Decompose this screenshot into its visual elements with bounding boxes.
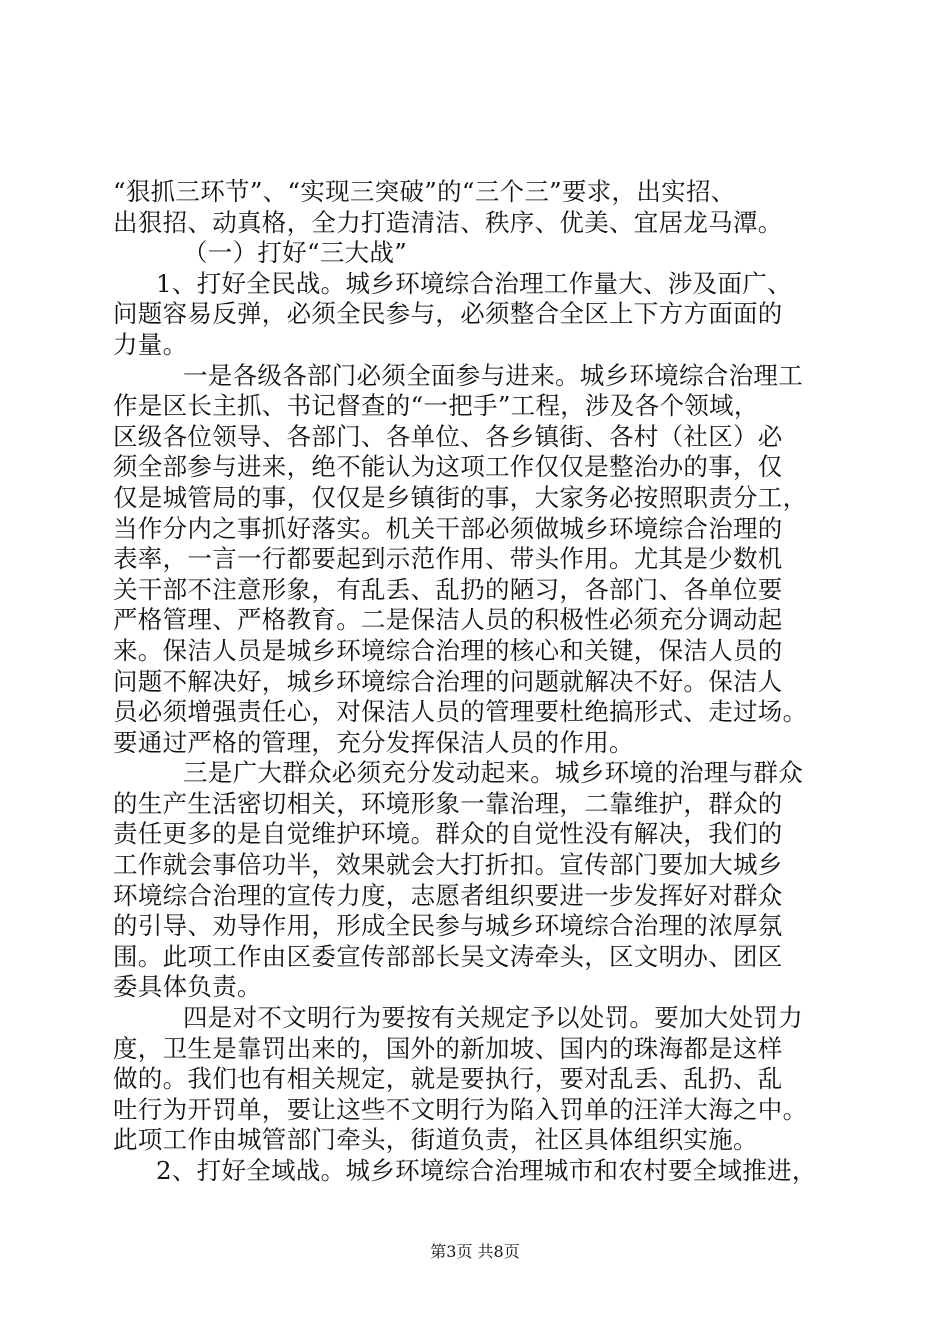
text-line: 吐行为开罚单，要让这些不文明行为陷入罚单的汪洋大海之中。 xyxy=(113,1094,808,1124)
text-line: 的生产生活密切相关，环境形象一靠治理，二靠维护，群众的 xyxy=(113,788,783,818)
text-line: 区级各位领导、各部门、各单位、各乡镇街、各村（社区）必 xyxy=(113,421,783,451)
text-line: 员必须增强责任心，对保洁人员的管理要杜绝搞形式、走过场。 xyxy=(113,697,808,727)
text-line: 出狠招、动真格，全力打造清洁、秩序、优美、宜居龙马潭。 xyxy=(113,207,783,237)
text-line: 来。保洁人员是城乡环境综合治理的核心和关键，保洁人员的 xyxy=(113,635,783,665)
document-body xyxy=(113,177,848,1187)
text-line: 的引导、劝导作用，形成全民参与城乡环境综合治理的浓厚氛 xyxy=(113,911,783,941)
text-line: 做的。我们也有相关规定，就是要执行，要对乱丢、乱扔、乱 xyxy=(113,1064,783,1094)
text-line: 关干部不注意形象，有乱丢、乱扔的陋习，各部门、各单位要 xyxy=(113,574,783,604)
text-line: 问题不解决好，城乡环境综合治理的问题就解决不好。保洁人 xyxy=(113,666,783,696)
text-line: 须全部参与进来，绝不能认为这项工作仅仅是整治办的事，仅 xyxy=(113,452,783,482)
text-line: 度，卫生是靠罚出来的，国外的新加坡、国内的珠海都是这样 xyxy=(113,1033,783,1063)
text-line: 责任更多的是自觉维护环境。群众的自觉性没有解决，我们的 xyxy=(113,819,783,849)
page-footer: 第3页 共8页 xyxy=(430,1242,520,1261)
text-line: 要通过严格的管理，充分发挥保洁人员的作用。 xyxy=(113,727,634,757)
text-line: 三是广大群众必须充分发动起来。城乡环境的治理与群众 xyxy=(183,758,803,788)
text-line: 环境综合治理的宣传力度，志愿者组织要进一步发挥好对群众 xyxy=(113,880,783,910)
text-line: 一是各级各部门必须全面参与进来。城乡环境综合治理工 xyxy=(183,360,803,390)
text-line: 作是区长主抓、书记督查的“一把手”工程，涉及各个领域， xyxy=(113,391,759,421)
text-line: 严格管理、严格教育。二是保洁人员的积极性必须充分调动起 xyxy=(113,605,783,635)
text-line: 四是对不文明行为要按有关规定予以处罚。要加大处罚力 xyxy=(183,1003,803,1033)
text-line: 委具体负责。 xyxy=(113,972,262,1002)
text-line: （一）打好“三大战” xyxy=(183,238,408,268)
text-line: 当作分内之事抓好落实。机关干部必须做城乡环境综合治理的 xyxy=(113,513,783,543)
text-line: 1、打好全民战。城乡环境综合治理工作量大、涉及面广、 xyxy=(156,268,792,298)
text-line: 2、打好全域战。城乡环境综合治理城市和农村要全域推进， xyxy=(156,1156,817,1185)
text-line: 问题容易反弹，必须全民参与，必须整合全区上下方方面面的 xyxy=(113,299,783,329)
text-line: 此项工作由城管部门牵头，街道负责，社区具体组织实施。 xyxy=(113,1125,758,1155)
text-line: 围。此项工作由区委宣传部部长吴文涛牵头，区文明办、团区 xyxy=(113,941,783,971)
text-line: 表率，一言一行都要起到示范作用、带头作用。尤其是少数机 xyxy=(113,544,783,574)
text-line: 工作就会事倍功半，效果就会大打折扣。宣传部门要加大城乡 xyxy=(113,850,783,880)
text-line: 仅是城管局的事，仅仅是乡镇街的事，大家务必按照职责分工， xyxy=(113,482,808,512)
text-line: “狠抓三环节”、“实现三突破”的“三个三”要求，出实招、 xyxy=(113,177,736,206)
text-line: 力量。 xyxy=(113,329,188,359)
